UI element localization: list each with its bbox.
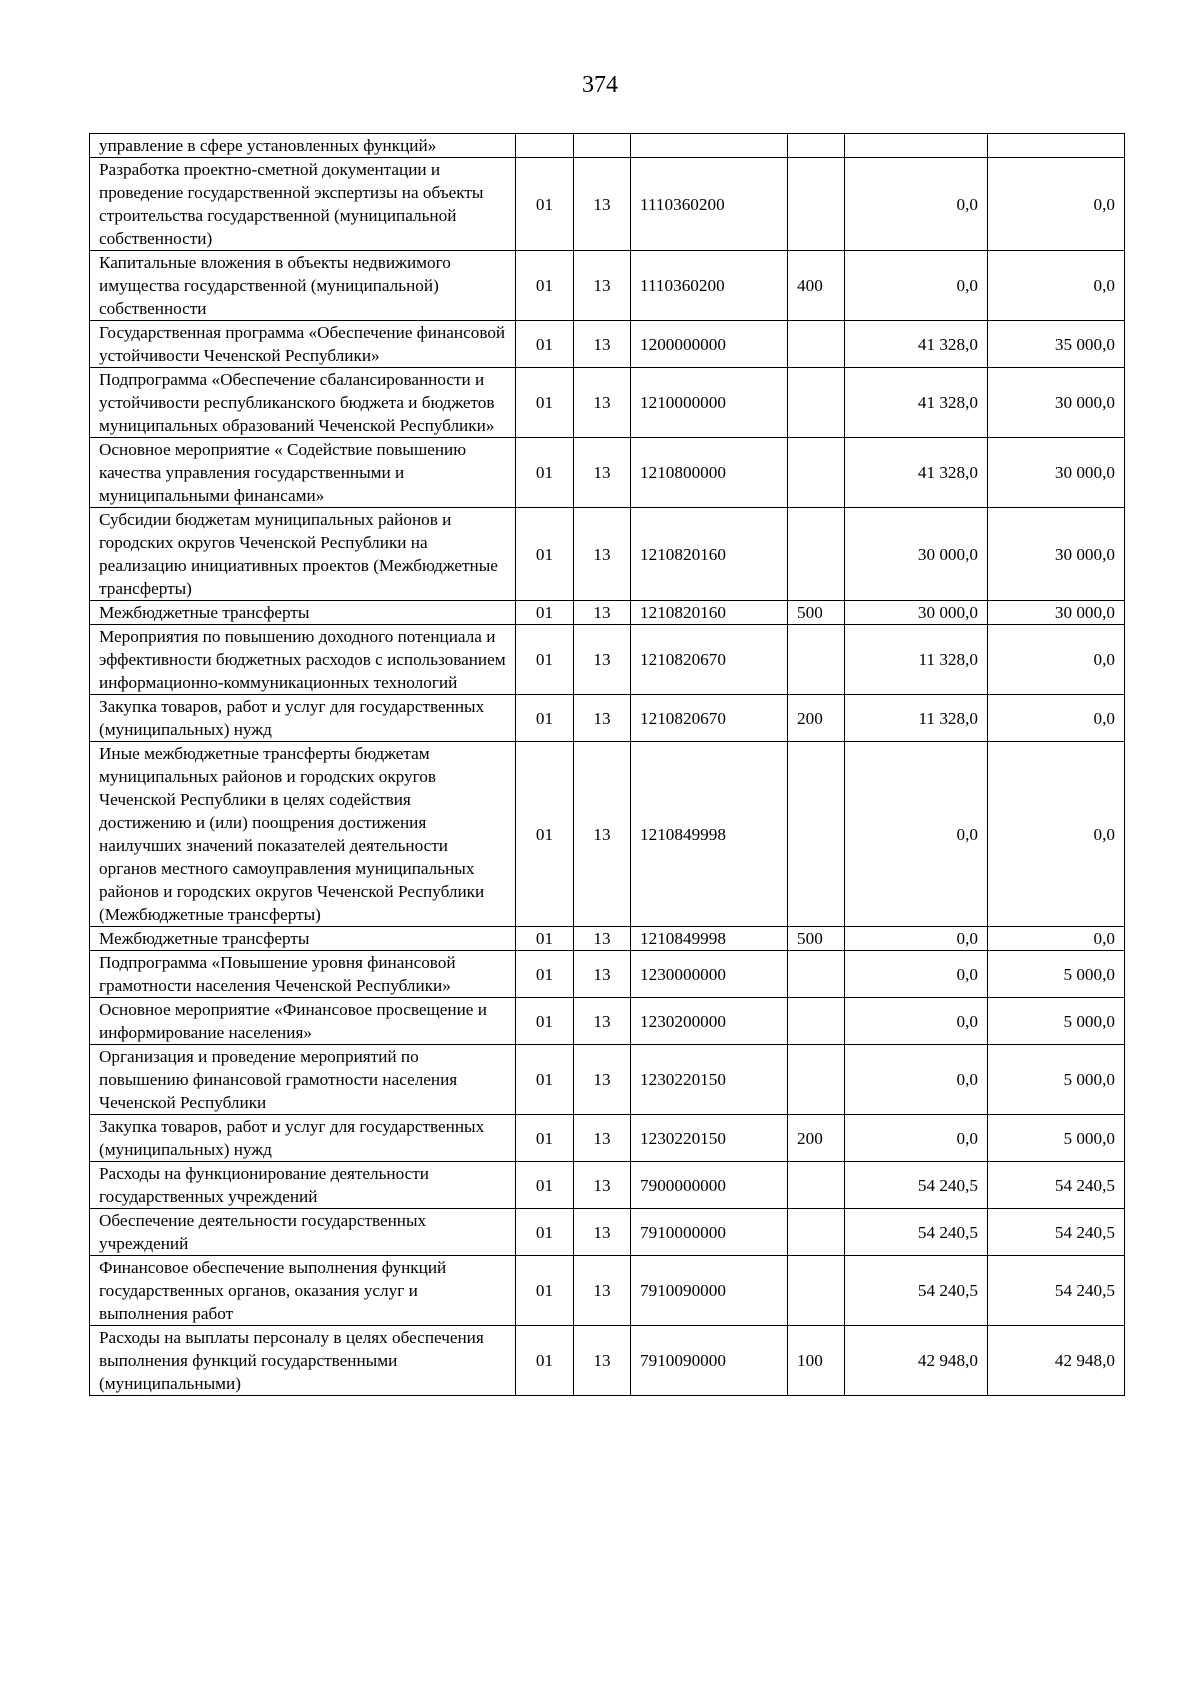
row-name-cell: Подпрограмма «Обеспечение сбалансированности и устойчивости республиканского бюджета и бюджетов муниципальных образований Чеченской Республики» xyxy=(90,368,516,438)
table-body xyxy=(90,134,1125,1396)
amount-year2-cell: 0,0 xyxy=(988,251,1125,321)
subsection-code-cell: 13 xyxy=(574,625,631,695)
amount-year2-cell: 30 000,0 xyxy=(988,508,1125,601)
section-code-cell: 01 xyxy=(516,1209,574,1256)
table-row xyxy=(90,742,1125,927)
page-number: 374 xyxy=(582,72,618,98)
subsection-code-cell: 13 xyxy=(574,438,631,508)
table-row xyxy=(90,134,1125,158)
amount-year1-cell: 54 240,5 xyxy=(845,1256,988,1326)
table-row xyxy=(90,998,1125,1045)
subsection-code-cell: 13 xyxy=(574,1162,631,1209)
amount-year2-cell: 54 240,5 xyxy=(988,1162,1125,1209)
section-code-cell: 01 xyxy=(516,998,574,1045)
expense-type-cell xyxy=(788,998,845,1045)
section-code-cell: 01 xyxy=(516,1115,574,1162)
subsection-code-cell: 13 xyxy=(574,1326,631,1396)
expense-type-cell xyxy=(788,368,845,438)
amount-year1-cell: 0,0 xyxy=(845,1115,988,1162)
amount-year1-cell: 11 328,0 xyxy=(845,695,988,742)
amount-year2-cell: 0,0 xyxy=(988,927,1125,951)
target-article-cell: 1210849998 xyxy=(631,742,788,927)
subsection-code-cell: 13 xyxy=(574,1209,631,1256)
table-row xyxy=(90,1045,1125,1115)
target-article-cell: 1210849998 xyxy=(631,927,788,951)
table-row xyxy=(90,951,1125,998)
row-name-cell: Организация и проведение мероприятий по повышению финансовой грамотности населения Чеченской Республики xyxy=(90,1045,516,1115)
subsection-code-cell: 13 xyxy=(574,508,631,601)
row-name-cell: Мероприятия по повышению доходного потенциала и эффективности бюджетных расходов с использованием информационно-коммуникационных технологий xyxy=(90,625,516,695)
target-article-cell: 1230220150 xyxy=(631,1045,788,1115)
expense-type-cell: 500 xyxy=(788,601,845,625)
section-code-cell xyxy=(516,134,574,158)
expense-type-cell xyxy=(788,1045,845,1115)
amount-year2-cell: 0,0 xyxy=(988,695,1125,742)
expense-type-cell: 200 xyxy=(788,695,845,742)
expense-type-cell xyxy=(788,438,845,508)
table-row xyxy=(90,1115,1125,1162)
amount-year2-cell xyxy=(988,134,1125,158)
expense-type-cell xyxy=(788,134,845,158)
row-name-cell: Межбюджетные трансферты xyxy=(90,601,516,625)
section-code-cell: 01 xyxy=(516,368,574,438)
amount-year2-cell: 54 240,5 xyxy=(988,1209,1125,1256)
subsection-code-cell: 13 xyxy=(574,742,631,927)
target-article-cell: 1110360200 xyxy=(631,251,788,321)
expense-type-cell: 200 xyxy=(788,1115,845,1162)
amount-year1-cell: 30 000,0 xyxy=(845,601,988,625)
expense-type-cell xyxy=(788,158,845,251)
section-code-cell: 01 xyxy=(516,742,574,927)
table-row xyxy=(90,625,1125,695)
table-row xyxy=(90,158,1125,251)
subsection-code-cell: 13 xyxy=(574,1045,631,1115)
amount-year1-cell: 0,0 xyxy=(845,158,988,251)
target-article-cell: 1230000000 xyxy=(631,951,788,998)
table-row xyxy=(90,1209,1125,1256)
subsection-code-cell: 13 xyxy=(574,1115,631,1162)
amount-year1-cell: 0,0 xyxy=(845,927,988,951)
section-code-cell: 01 xyxy=(516,1045,574,1115)
expense-type-cell xyxy=(788,625,845,695)
amount-year2-cell: 42 948,0 xyxy=(988,1326,1125,1396)
amount-year2-cell: 5 000,0 xyxy=(988,1045,1125,1115)
row-name-cell: Государственная программа «Обеспечение финансовой устойчивости Чеченской Республики» xyxy=(90,321,516,368)
target-article-cell: 1210820160 xyxy=(631,601,788,625)
section-code-cell: 01 xyxy=(516,1162,574,1209)
target-article-cell: 7910090000 xyxy=(631,1256,788,1326)
amount-year1-cell: 0,0 xyxy=(845,742,988,927)
row-name-cell: Основное мероприятие «Финансовое просвещение и информирование населения» xyxy=(90,998,516,1045)
expense-type-cell xyxy=(788,508,845,601)
amount-year1-cell: 0,0 xyxy=(845,998,988,1045)
subsection-code-cell: 13 xyxy=(574,158,631,251)
expense-type-cell xyxy=(788,321,845,368)
row-name-cell: Закупка товаров, работ и услуг для государственных (муниципальных) нужд xyxy=(90,695,516,742)
expense-type-cell xyxy=(788,1162,845,1209)
section-code-cell: 01 xyxy=(516,625,574,695)
subsection-code-cell xyxy=(574,134,631,158)
amount-year1-cell: 11 328,0 xyxy=(845,625,988,695)
expense-type-cell xyxy=(788,742,845,927)
target-article-cell: 1230220150 xyxy=(631,1115,788,1162)
expense-type-cell: 100 xyxy=(788,1326,845,1396)
table-row xyxy=(90,368,1125,438)
amount-year1-cell: 54 240,5 xyxy=(845,1209,988,1256)
subsection-code-cell: 13 xyxy=(574,695,631,742)
target-article-cell: 7910090000 xyxy=(631,1326,788,1396)
target-article-cell: 1210800000 xyxy=(631,438,788,508)
section-code-cell: 01 xyxy=(516,251,574,321)
table-row xyxy=(90,508,1125,601)
row-name-cell: управление в сфере установленных функций» xyxy=(90,134,516,158)
table-row xyxy=(90,1162,1125,1209)
amount-year2-cell: 0,0 xyxy=(988,625,1125,695)
row-name-cell: Разработка проектно-сметной документации и проведение государственной экспертизы на объекты строительства государственной (муниципальной собственности) xyxy=(90,158,516,251)
amount-year2-cell: 30 000,0 xyxy=(988,601,1125,625)
amount-year2-cell: 30 000,0 xyxy=(988,438,1125,508)
amount-year1-cell: 41 328,0 xyxy=(845,368,988,438)
section-code-cell: 01 xyxy=(516,695,574,742)
amount-year2-cell: 5 000,0 xyxy=(988,1115,1125,1162)
amount-year1-cell xyxy=(845,134,988,158)
amount-year1-cell: 30 000,0 xyxy=(845,508,988,601)
row-name-cell: Расходы на выплаты персоналу в целях обеспечения выполнения функций государственными (муниципальными) xyxy=(90,1326,516,1396)
row-name-cell: Подпрограмма «Повышение уровня финансовой грамотности населения Чеченской Республики» xyxy=(90,951,516,998)
target-article-cell: 1210820670 xyxy=(631,625,788,695)
amount-year2-cell: 35 000,0 xyxy=(988,321,1125,368)
table-row xyxy=(90,927,1125,951)
subsection-code-cell: 13 xyxy=(574,368,631,438)
row-name-cell: Расходы на функционирование деятельности государственных учреждений xyxy=(90,1162,516,1209)
section-code-cell: 01 xyxy=(516,438,574,508)
table-row xyxy=(90,251,1125,321)
section-code-cell: 01 xyxy=(516,1256,574,1326)
target-article-cell: 1110360200 xyxy=(631,158,788,251)
amount-year2-cell: 54 240,5 xyxy=(988,1256,1125,1326)
target-article-cell: 1210000000 xyxy=(631,368,788,438)
subsection-code-cell: 13 xyxy=(574,927,631,951)
row-name-cell: Закупка товаров, работ и услуг для государственных (муниципальных) нужд xyxy=(90,1115,516,1162)
target-article-cell: 1230200000 xyxy=(631,998,788,1045)
table-row xyxy=(90,321,1125,368)
target-article-cell: 1200000000 xyxy=(631,321,788,368)
row-name-cell: Межбюджетные трансферты xyxy=(90,927,516,951)
target-article-cell: 1210820670 xyxy=(631,695,788,742)
target-article-cell xyxy=(631,134,788,158)
expense-type-cell: 400 xyxy=(788,251,845,321)
row-name-cell: Капитальные вложения в объекты недвижимого имущества государственной (муниципальной) собственности xyxy=(90,251,516,321)
table-row xyxy=(90,438,1125,508)
section-code-cell: 01 xyxy=(516,321,574,368)
amount-year2-cell: 5 000,0 xyxy=(988,951,1125,998)
amount-year1-cell: 42 948,0 xyxy=(845,1326,988,1396)
target-article-cell: 1210820160 xyxy=(631,508,788,601)
budget-table xyxy=(89,133,1125,1396)
subsection-code-cell: 13 xyxy=(574,1256,631,1326)
row-name-cell: Субсидии бюджетам муниципальных районов и городских округов Чеченской Республики на реализацию инициативных проектов (Межбюджетные трансферты) xyxy=(90,508,516,601)
table-row xyxy=(90,695,1125,742)
section-code-cell: 01 xyxy=(516,158,574,251)
subsection-code-cell: 13 xyxy=(574,998,631,1045)
section-code-cell: 01 xyxy=(516,601,574,625)
table-row xyxy=(90,1256,1125,1326)
amount-year1-cell: 41 328,0 xyxy=(845,438,988,508)
subsection-code-cell: 13 xyxy=(574,321,631,368)
amount-year1-cell: 0,0 xyxy=(845,1045,988,1115)
row-name-cell: Финансовое обеспечение выполнения функций государственных органов, оказания услуг и выполнения работ xyxy=(90,1256,516,1326)
table-row xyxy=(90,1326,1125,1396)
amount-year2-cell: 0,0 xyxy=(988,158,1125,251)
subsection-code-cell: 13 xyxy=(574,601,631,625)
amount-year1-cell: 54 240,5 xyxy=(845,1162,988,1209)
target-article-cell: 7910000000 xyxy=(631,1209,788,1256)
amount-year1-cell: 41 328,0 xyxy=(845,321,988,368)
row-name-cell: Основное мероприятие « Содействие повышению качества управления государственными и муниципальными финансами» xyxy=(90,438,516,508)
row-name-cell: Иные межбюджетные трансферты бюджетам муниципальных районов и городских округов Чеченской Республики в целях содействия достижению и (или) поощрения достижения наилучших значений показателей деятельности органов местного самоуправления муниципальных районов и городских округов Чеченской Республики (Межбюджетные трансферты) xyxy=(90,742,516,927)
table-row xyxy=(90,601,1125,625)
section-code-cell: 01 xyxy=(516,508,574,601)
subsection-code-cell: 13 xyxy=(574,251,631,321)
expense-type-cell: 500 xyxy=(788,927,845,951)
amount-year1-cell: 0,0 xyxy=(845,251,988,321)
amount-year2-cell: 30 000,0 xyxy=(988,368,1125,438)
expense-type-cell xyxy=(788,1256,845,1326)
amount-year2-cell: 5 000,0 xyxy=(988,998,1125,1045)
section-code-cell: 01 xyxy=(516,927,574,951)
expense-type-cell xyxy=(788,1209,845,1256)
section-code-cell: 01 xyxy=(516,951,574,998)
amount-year1-cell: 0,0 xyxy=(845,951,988,998)
amount-year2-cell: 0,0 xyxy=(988,742,1125,927)
subsection-code-cell: 13 xyxy=(574,951,631,998)
target-article-cell: 7900000000 xyxy=(631,1162,788,1209)
expense-type-cell xyxy=(788,951,845,998)
row-name-cell: Обеспечение деятельности государственных учреждений xyxy=(90,1209,516,1256)
section-code-cell: 01 xyxy=(516,1326,574,1396)
